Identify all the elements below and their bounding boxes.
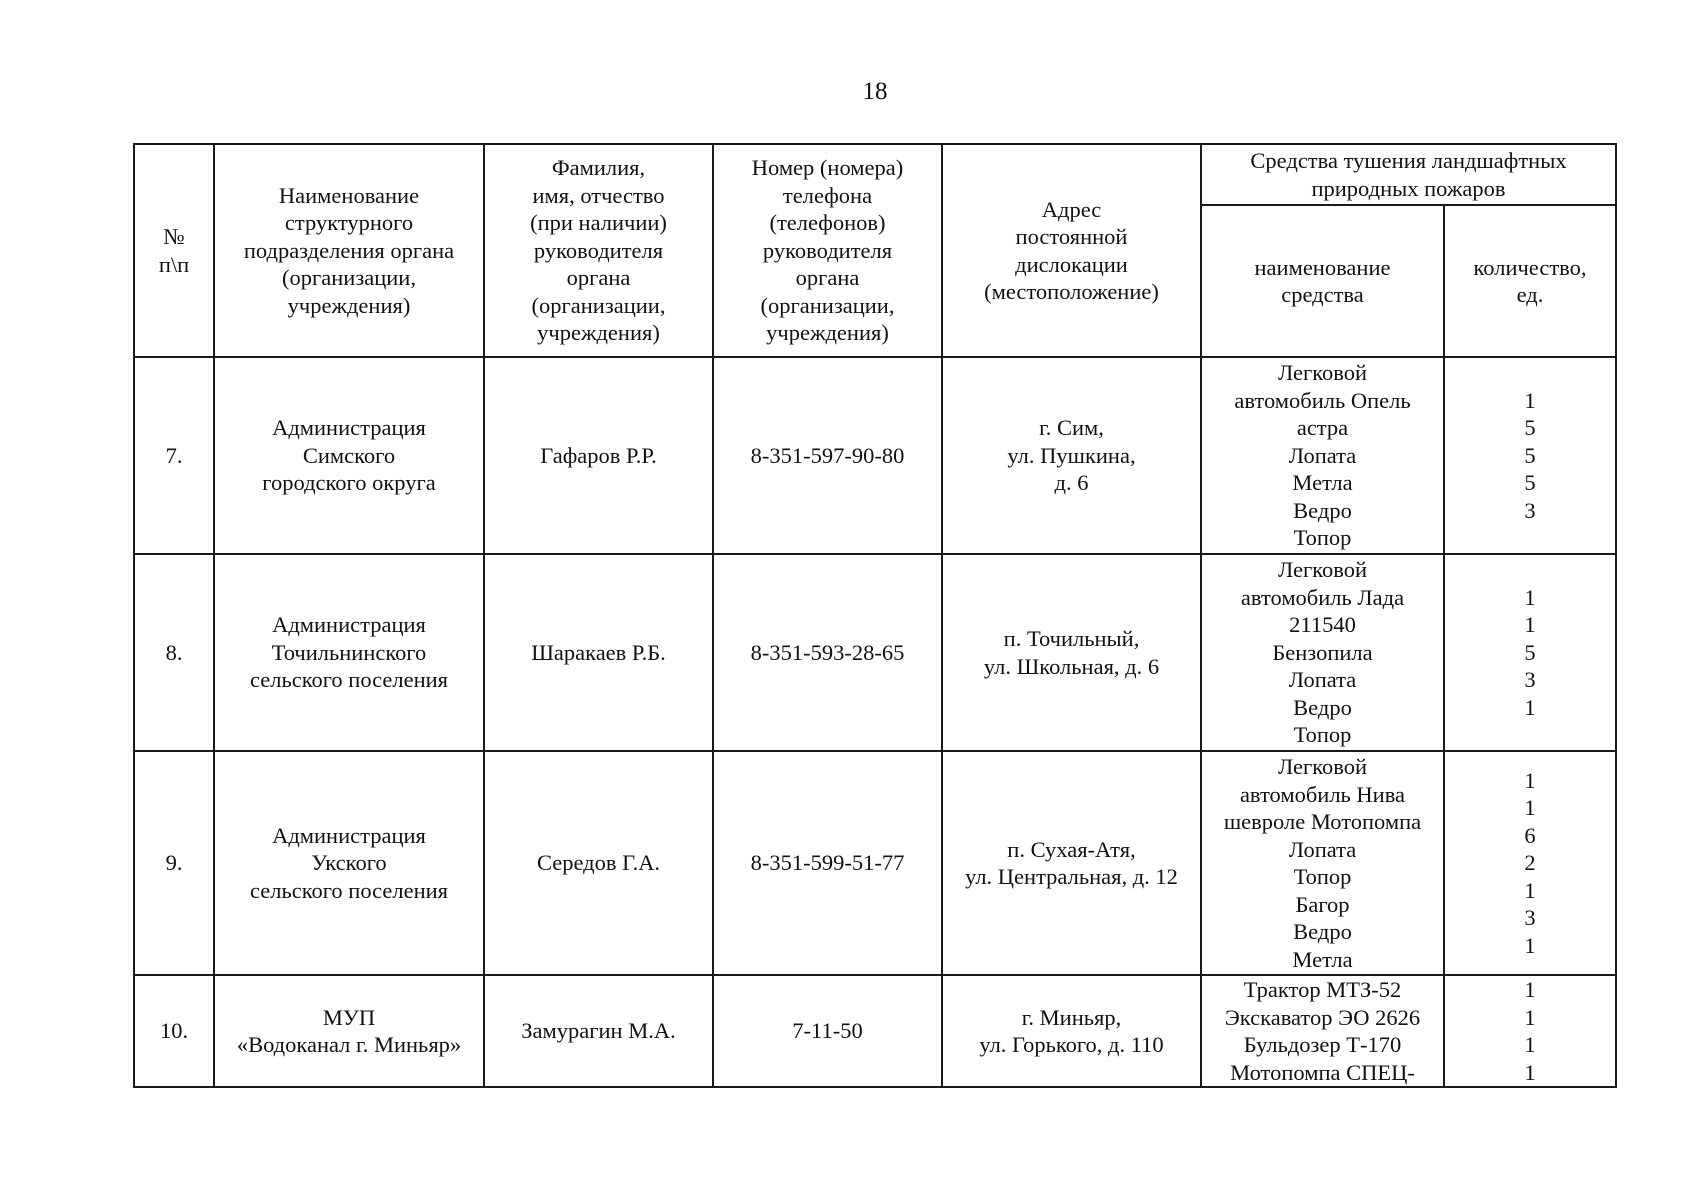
table-row [134, 554, 1616, 751]
row-address: г. Миньяр, ул. Горького, д. 110 [942, 975, 1201, 1087]
header-phone [713, 144, 942, 357]
row-phone: 8-351-599-51-77 [713, 751, 942, 975]
header-address [942, 144, 1201, 357]
row-phone: 7-11-50 [713, 975, 942, 1087]
header-means-qty [1444, 205, 1616, 357]
header-means-qty-text: количество, ед. [1473, 254, 1587, 307]
row-means: Трактор МТЗ-52 Экскаватор ЭО 2626 Бульдозер Т-170 Мотопомпа СПЕЦ- [1201, 975, 1444, 1087]
row-means: Легковой автомобиль Опель астра Лопата Метла Ведро Топор [1201, 357, 1444, 554]
page-number: 18 [862, 78, 888, 105]
row-num: 8. [134, 554, 214, 751]
row-head: Замурагин М.А. [484, 975, 713, 1087]
row-org: Администрация Симского городского округа [214, 357, 484, 554]
header-org-text: Наименование структурного подразделения органа (организации, учреждения) [243, 182, 455, 318]
table-row [134, 357, 1616, 554]
row-address: п. Точильный, ул. Школьная, д. 6 [942, 554, 1201, 751]
row-org: МУП «Водоканал г. Миньяр» [214, 975, 484, 1087]
header-means-name-text: наименование средства [1254, 254, 1391, 307]
header-num-text: № п\п [158, 224, 190, 277]
row-org: Администрация Точильнинского сельского поселения [214, 554, 484, 751]
row-head: Гафаров Р.Р. [484, 357, 713, 554]
header-head-text: Фамилия, имя, отчество (при наличии) руководителя органа (организации, учреждения) [530, 155, 667, 346]
fire-means-table [133, 143, 1617, 1088]
header-row [134, 144, 1616, 205]
header-num [134, 144, 214, 357]
row-head: Шаракаев Р.Б. [484, 554, 713, 751]
row-qty: 1 1 1 1 [1444, 975, 1616, 1087]
row-address: г. Сим, ул. Пушкина, д. 6 [942, 357, 1201, 554]
header-head [484, 144, 713, 357]
row-phone: 8-351-593-28-65 [713, 554, 942, 751]
row-means: Легковой автомобиль Нива шевроле Мотопомпа Лопата Топор Багор Ведро Метла [1201, 751, 1444, 975]
row-address: п. Сухая-Атя, ул. Центральная, д. 12 [942, 751, 1201, 975]
row-num: 10. [134, 975, 214, 1087]
row-qty: 1 1 6 2 1 3 1 [1444, 751, 1616, 975]
header-address-text: Адрес постоянной дислокации (местоположение) [984, 196, 1159, 304]
table-row [134, 751, 1616, 975]
row-phone: 8-351-597-90-80 [713, 357, 942, 554]
header-phone-text: Номер (номера) телефона (телефонов) руководителя органа (организации, учреждения) [751, 155, 904, 346]
row-means: Легковой автомобиль Лада 211540 Бензопила Лопата Ведро Топор [1201, 554, 1444, 751]
row-num: 7. [134, 357, 214, 554]
table-row [134, 975, 1616, 1087]
row-qty: 1 5 5 5 3 [1444, 357, 1616, 554]
header-means-name [1201, 205, 1444, 357]
header-means-group [1201, 144, 1616, 205]
row-head: Середов Г.А. [484, 751, 713, 975]
row-org: Администрация Укского сельского поселения [214, 751, 484, 975]
header-org [214, 144, 484, 357]
row-qty: 1 1 5 3 1 [1444, 554, 1616, 751]
header-means-group-text: Средства тушения ландшафтных природных пожаров [1250, 148, 1567, 201]
row-num: 9. [134, 751, 214, 975]
